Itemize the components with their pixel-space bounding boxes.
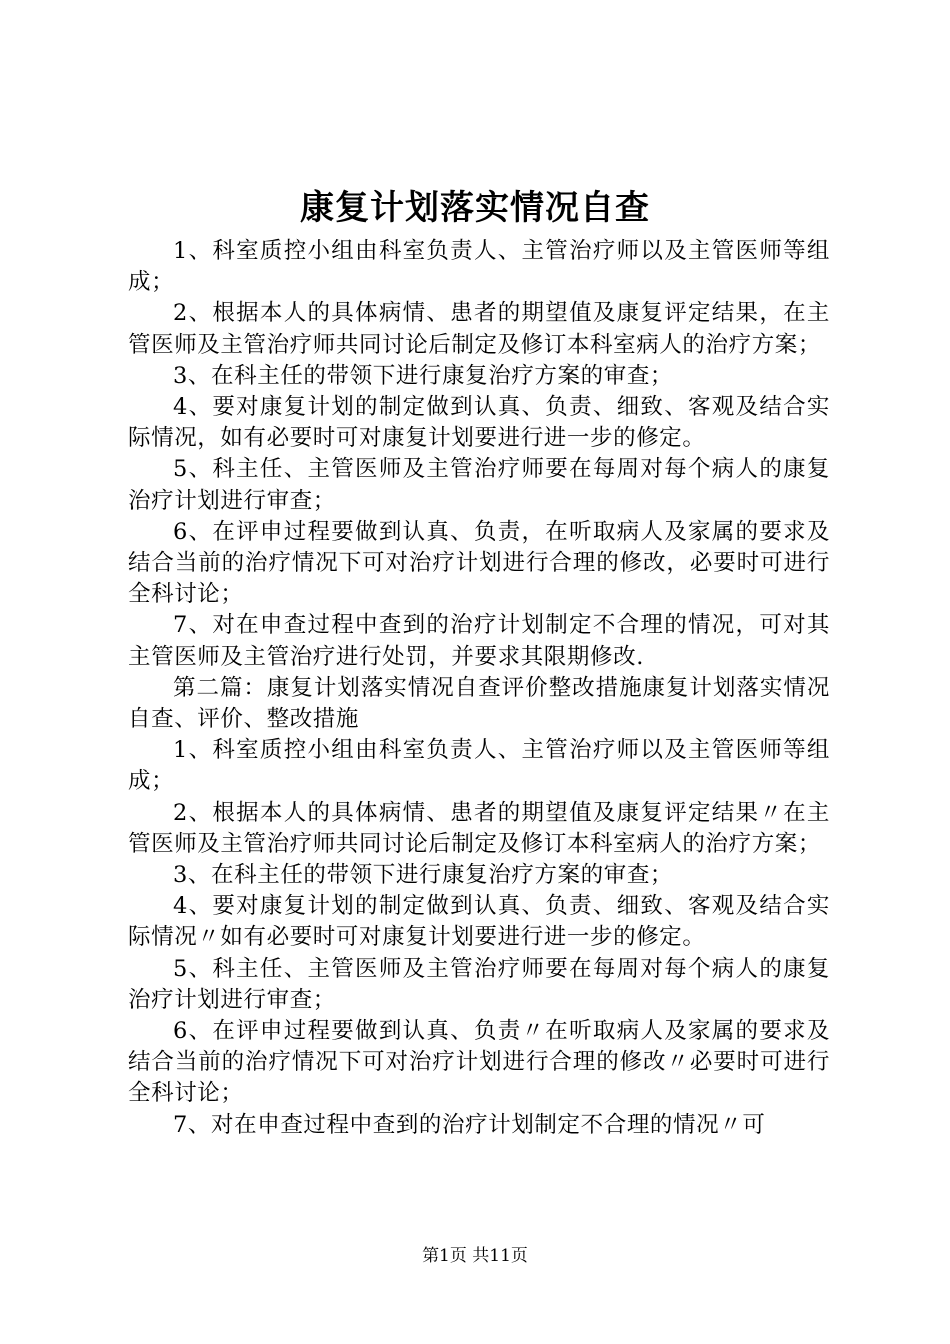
- document-body: [128, 236, 830, 1141]
- document-title: 康复计划落实情况自查: [300, 188, 650, 228]
- paragraph: 7、对在申查过程中查到的治疗计划制定不合理的情况〃可: [173, 1111, 766, 1138]
- paragraph: 5、科主任、主管医师及主管治疗师要在每周对每个病人的康复治疗计划进行审查；: [128, 456, 830, 514]
- paragraph: 4、要对康复计划的制定做到认真、负责、细致、客观及结合实际情况〃如有必要时可对康复计划要进行进一步的修定。: [128, 893, 830, 951]
- paragraph: 2、根据本人的具体病情、患者的期望值及康复评定结果，在主管医师及主管治疗师共同讨论后制定及修订本科室病人的治疗方案；: [128, 300, 830, 358]
- paragraph: 7、对在申查过程中查到的治疗计划制定不合理的情况，可对其主管医师及主管治疗进行处罚，并要求其限期修改.: [128, 612, 830, 670]
- paragraph: 2、根据本人的具体病情、患者的期望值及康复评定结果〃在主管医师及主管治疗师共同讨论后制定及修订本科室病人的治疗方案；: [128, 799, 830, 857]
- paragraph: 3、在科主任的带领下进行康复治疗方案的审查；: [173, 362, 674, 389]
- paragraph: 4、要对康复计划的制定做到认真、负责、细致、客观及结合实际情况，如有必要时可对康复计划要进行进一步的修定。: [128, 394, 830, 452]
- page-footer: 第1页 共11页: [422, 1246, 528, 1266]
- paragraph: 1、科室质控小组由科室负责人、主管治疗师以及主管医师等组成；: [128, 737, 830, 795]
- paragraph: 3、在科主任的带领下进行康复治疗方案的审查；: [173, 862, 674, 889]
- paragraph: 1、科室质控小组由科室负责人、主管治疗师以及主管医师等组成；: [128, 238, 830, 296]
- paragraph: 6、在评申过程要做到认真、负责，在听取病人及家属的要求及结合当前的治疗情况下可对治疗计划进行合理的修改，必要时可进行全科讨论；: [128, 518, 830, 608]
- paragraph: 5、科主任、主管医师及主管治疗师要在每周对每个病人的康复治疗计划进行审查；: [128, 955, 830, 1013]
- section-heading-paragraph: 第二篇：康复计划落实情况自查评价整改措施康复计划落实情况自查、评价、整改措施: [128, 674, 830, 733]
- paragraph: 6、在评申过程要做到认真、负责〃在听取病人及家属的要求及结合当前的治疗情况下可对治疗计划进行合理的修改〃必要时可进行全科讨论；: [128, 1018, 830, 1107]
